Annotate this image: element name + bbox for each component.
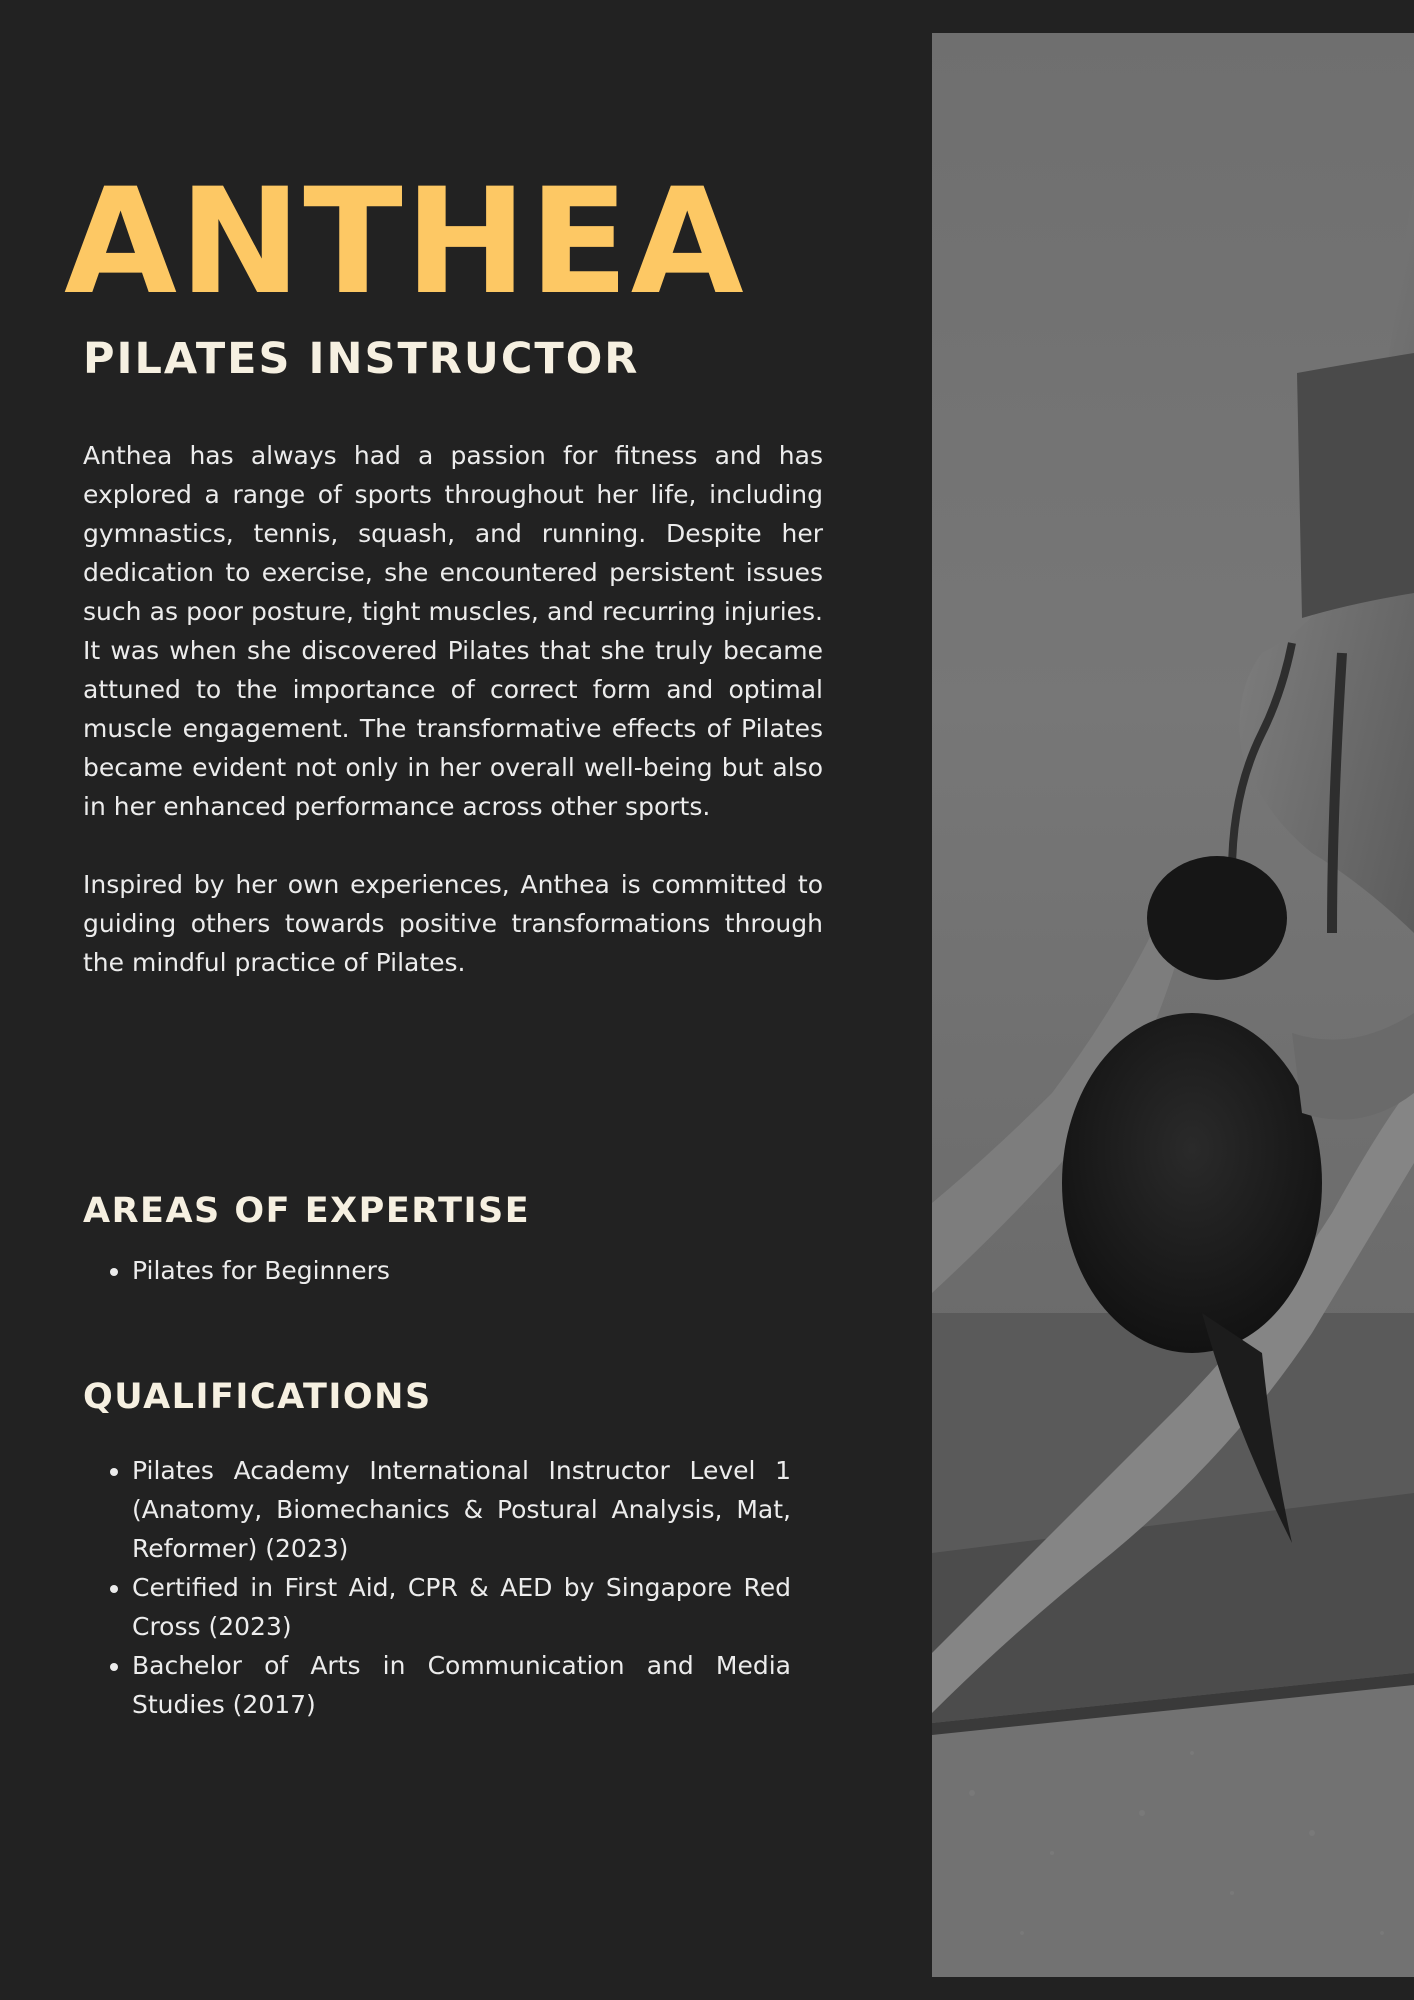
qualification-item: • Bachelor of Arts in Communication and Media Studies (2017): [132, 1646, 791, 1724]
expertise-heading: AREAS OF EXPERTISE: [83, 1191, 531, 1231]
bio-paragraph-1: Anthea has always had a passion for fitness and has explored a range of sports throughout her life, including gymnastics, tennis, squash, and running. Despite her dedication to exercise, she encountered persistent issues such as poor posture, tight muscles, and recurring injuries. It was when she discovered Pilates that she truly became attuned to the importance of correct form and optimal muscle engagement. The transformative effects of Pilates became evident not only in her overall well-being but also in her enhanced performance across other sports.: [83, 441, 823, 821]
expertise-item: • Pilates for Beginners: [132, 1251, 791, 1290]
photo-illustration: [932, 33, 1414, 1977]
bio-section: [83, 436, 823, 982]
bio-paragraph-2: Inspired by her own experiences, Anthea is committed to guiding others towards positive transformations through the mindful practice of Pilates.: [83, 870, 823, 977]
pilates-pose-photo: [932, 33, 1414, 1977]
qualification-item: • Certified in First Aid, CPR & AED by Singapore Red Cross (2023): [132, 1568, 791, 1646]
expertise-list: [83, 1251, 791, 1290]
instructor-role: PILATES INSTRUCTOR: [83, 334, 640, 384]
qualifications-heading: QUALIFICATIONS: [83, 1377, 432, 1417]
instructor-name: ANTHEA: [64, 157, 746, 327]
qualifications-list: [83, 1451, 791, 1724]
qualification-item: • Pilates Academy International Instructor Level 1 (Anatomy, Biomechanics & Postural Analysis, Mat, Reformer) (2023): [132, 1451, 791, 1568]
